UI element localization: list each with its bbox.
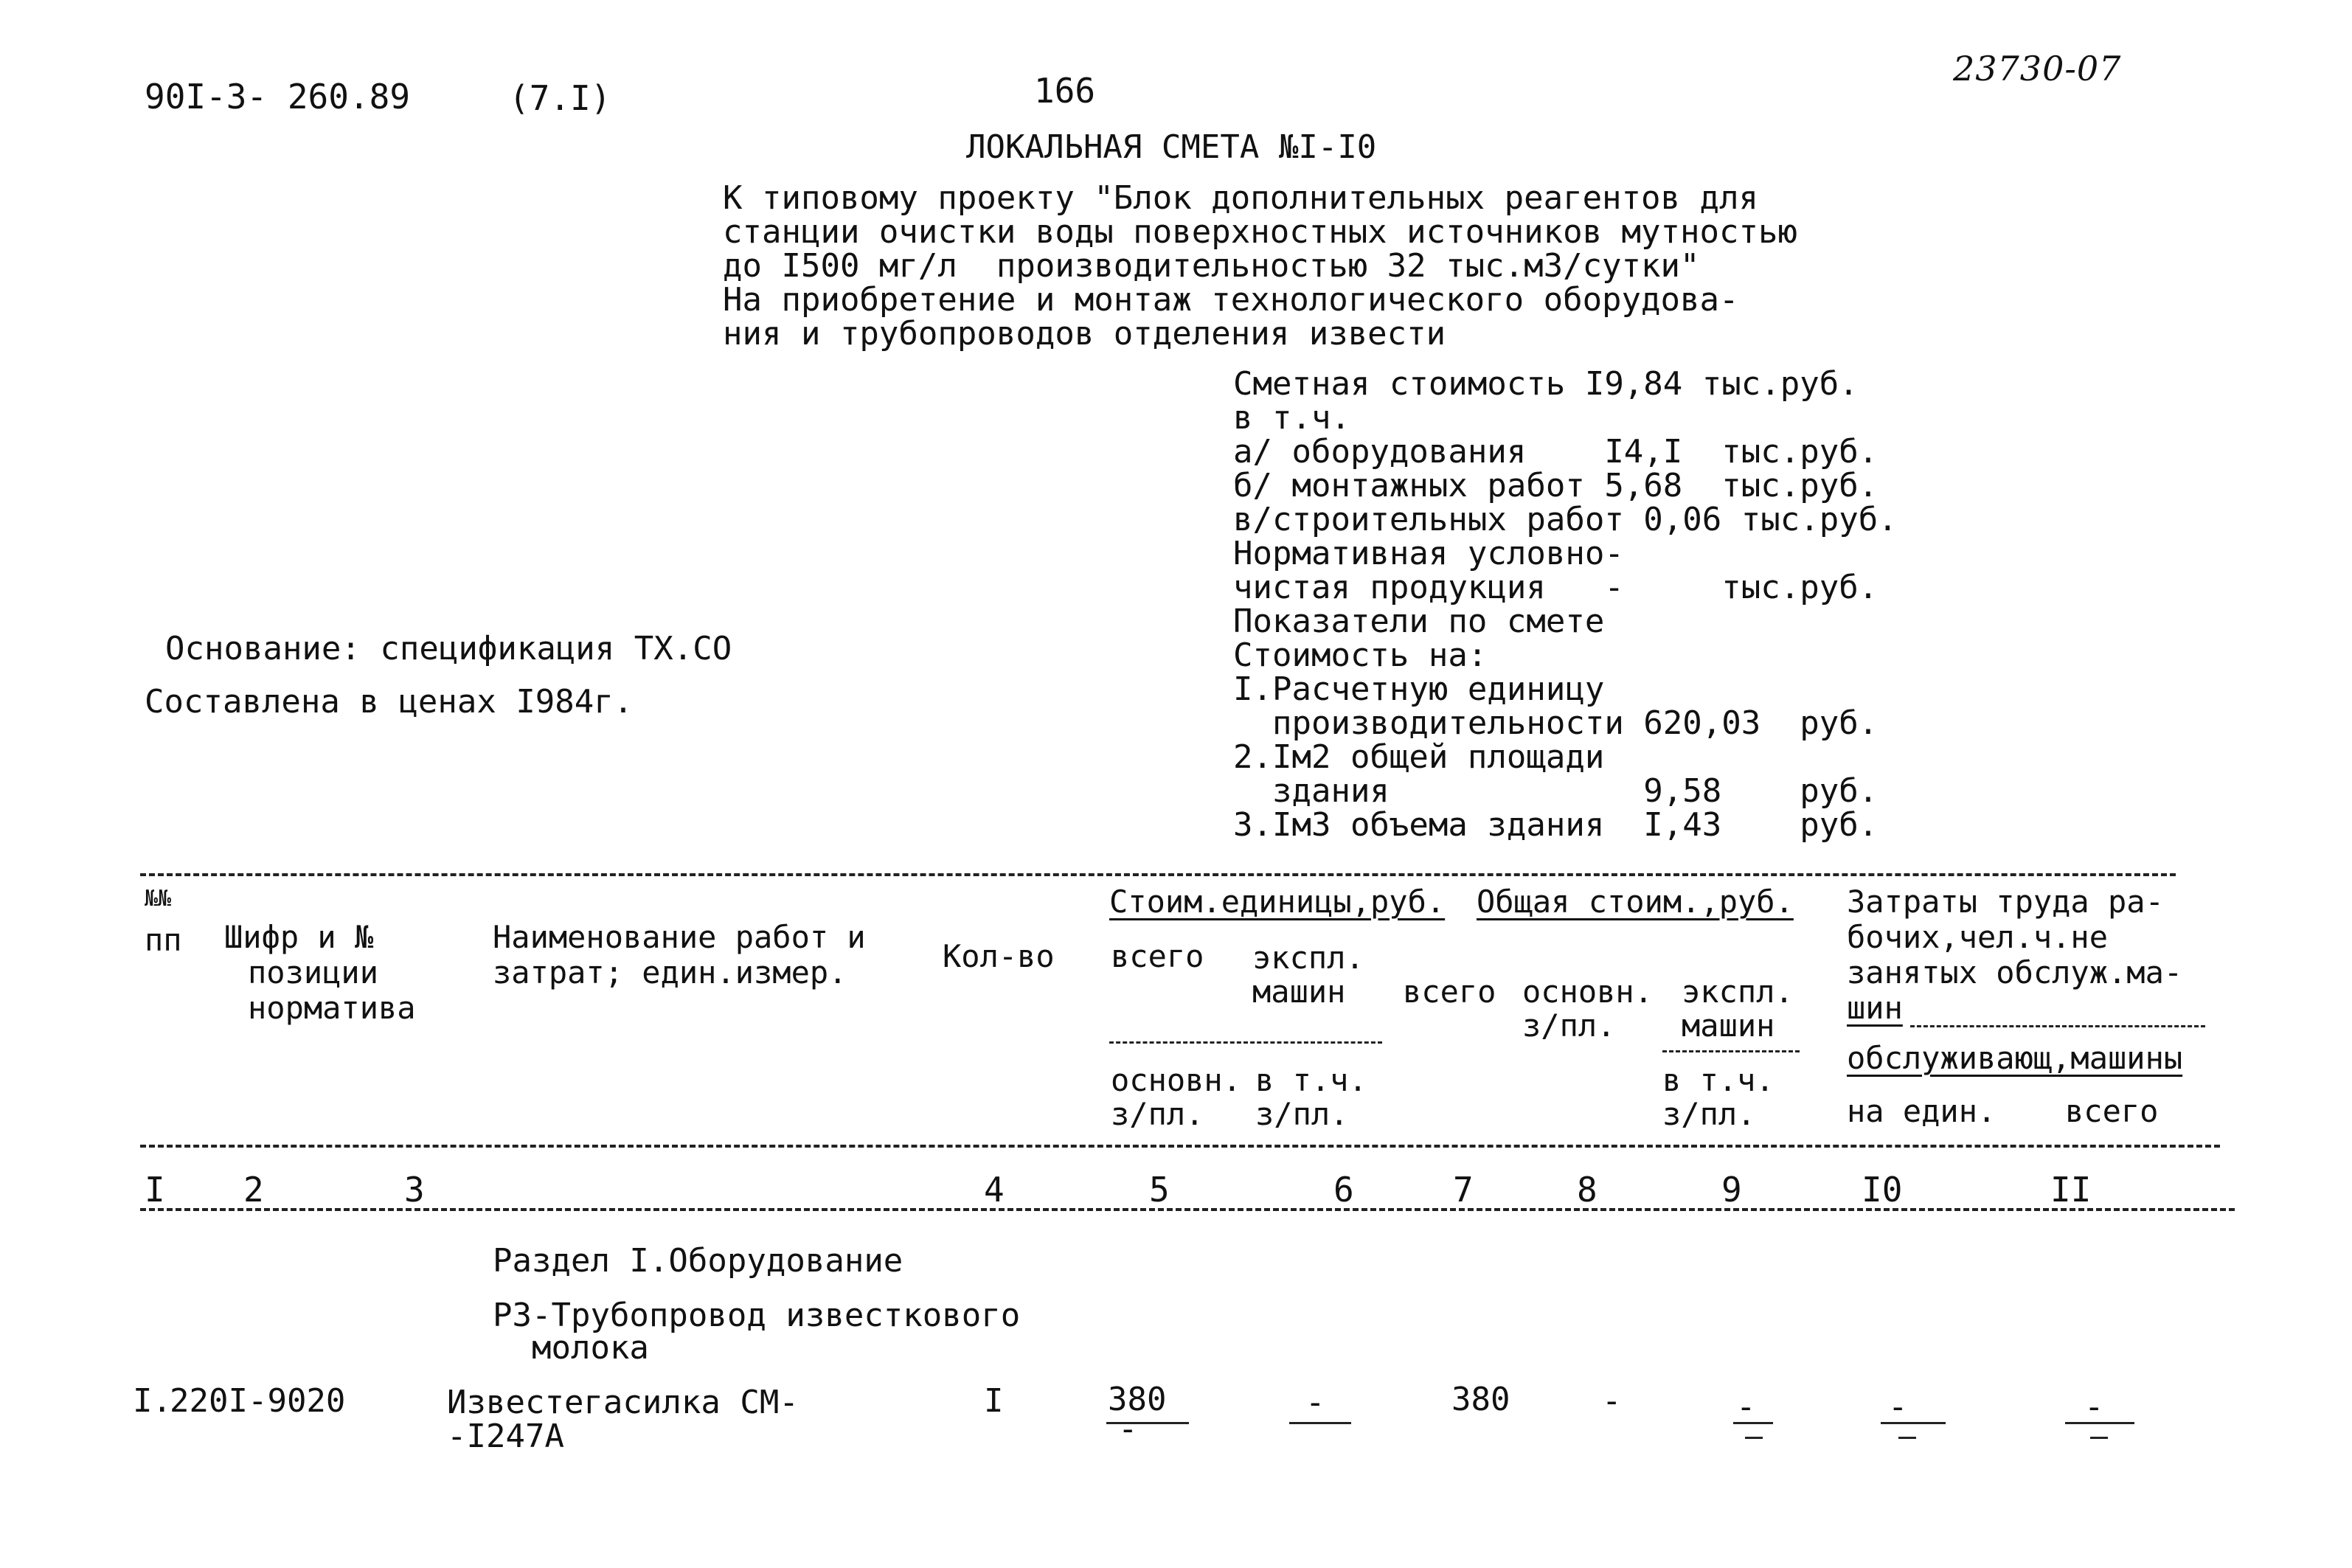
document-code: 90I-3- 260.89 [145, 77, 411, 117]
summary-line: Сметная стоимость I9,84 тыс.руб. [1233, 365, 1859, 403]
row-number: I. [133, 1382, 172, 1420]
row-qty: I [984, 1382, 1004, 1420]
col3-header-line: затрат; един.измер. [493, 954, 847, 991]
labor-sub-header: обслуживающ,машины [1847, 1040, 2183, 1076]
album-number: (7.I) [509, 78, 611, 118]
description-line: К типовому проекту "Блок дополнительных реагентов для [723, 179, 1758, 217]
summary-line: а/ оборудования I4,I тыс.руб. [1233, 433, 1879, 471]
summary-line: чистая продукция - тыс.руб. [1233, 569, 1879, 606]
column-number: 7 [1453, 1170, 1474, 1210]
subsection-title-line: РЗ-Трубопровод известкового [493, 1297, 1021, 1334]
col2-header-line: Шифр и № [224, 919, 374, 955]
row-name-line: Известегасилка СМ- [447, 1384, 799, 1421]
summary-line: производительности 620,03 руб. [1233, 704, 1879, 742]
unit-mach-underline [1289, 1422, 1351, 1424]
column-number: 6 [1333, 1170, 1354, 1210]
row-code: 220I-9020 [170, 1382, 346, 1420]
labor-sub-rule [1910, 1025, 2205, 1027]
c6-top-header-line: машин [1252, 974, 1346, 1010]
col1-header-line: пп [145, 922, 182, 958]
c5-bottom-header-line: основн. [1111, 1062, 1242, 1098]
col1-header-line: №№ [145, 886, 172, 912]
column-number: 8 [1577, 1170, 1598, 1210]
page-number: 166 [1034, 71, 1096, 111]
col2-header-line: позиции [248, 954, 379, 991]
unit-cost-group-header: Стоим.единицы,руб. [1109, 884, 1446, 920]
column-number: I [145, 1170, 165, 1210]
column-number: 5 [1149, 1170, 1170, 1210]
handwritten-stamp: 23730-07 [1953, 49, 2122, 89]
c9-bottom-header-line: з/пл. [1662, 1096, 1756, 1132]
dash-mark [1745, 1437, 1763, 1439]
c10-header: на един. [1847, 1093, 1997, 1129]
column-number-rule [140, 1208, 2235, 1211]
col2-header-line: норматива [248, 990, 416, 1026]
column-number: II [2050, 1170, 2092, 1210]
labor-header-line: шин [1847, 990, 1903, 1026]
summary-line: Нормативная условно- [1233, 535, 1624, 572]
c5-bottom-header-line: з/пл. [1111, 1096, 1204, 1132]
row-unit-mach: - [1305, 1384, 1325, 1421]
estimate-title: ЛОКАЛЬНАЯ СМЕТА №I-I0 [966, 128, 1377, 166]
row-labor-unit: - [1888, 1388, 1908, 1426]
column-number: I0 [1862, 1170, 1903, 1210]
row-labor-total: - [2084, 1388, 2104, 1426]
summary-line: здания 9,58 руб. [1233, 772, 1879, 810]
table-top-rule [140, 873, 2176, 876]
c9-top-header-line: машин [1682, 1007, 1775, 1044]
c8-header-line: основн. [1522, 974, 1654, 1010]
column-number: 4 [984, 1170, 1005, 1210]
labor-header-line: бочих,чел.ч.не [1847, 919, 2109, 955]
row-name-line: -I247А [447, 1418, 564, 1455]
dash-mark [2090, 1437, 2108, 1439]
unit-cost-sub-rule [1109, 1041, 1382, 1044]
summary-line: 2.Iм2 общей площади [1233, 738, 1605, 776]
c9-sub-rule [1662, 1050, 1800, 1052]
dash-mark [1898, 1437, 1916, 1439]
c7-header: всего [1403, 974, 1496, 1010]
prices-line: Составлена в ценах I984г. [145, 683, 634, 721]
labor-header-line: Затраты труда ра- [1847, 884, 2164, 920]
summary-line: в/строительных работ 0,06 тыс.руб. [1233, 501, 1898, 538]
c9-top-header-line: экспл. [1682, 974, 1794, 1010]
c5-top-header: всего [1111, 938, 1204, 974]
labor-unit-underline [1881, 1422, 1946, 1424]
c6-top-header-line: экспл. [1252, 940, 1364, 976]
row-unit-wage: - [1118, 1410, 1138, 1448]
basis-line: Основание: спецификация ТХ.СО [165, 630, 732, 667]
summary-line: б/ монтажных работ 5,68 тыс.руб. [1233, 467, 1879, 504]
summary-line: в т.ч. [1233, 399, 1350, 437]
c8-header-line: з/пл. [1522, 1007, 1616, 1044]
row-total-mach: - [1736, 1388, 1756, 1426]
summary-line: I.Расчетную единицу [1233, 670, 1605, 708]
row-unit-total: 380 [1108, 1381, 1167, 1418]
summary-line: Показатели по смете [1233, 603, 1605, 640]
cost-summary [1233, 367, 1898, 842]
c6-bottom-header-line: в т.ч. [1255, 1062, 1367, 1098]
summary-line: Стоимость на: [1233, 636, 1488, 674]
total-mach-underline [1733, 1422, 1773, 1424]
subsection-title-line: молока [493, 1329, 649, 1367]
summary-line: 3.Iм3 объема здания I,43 руб. [1233, 806, 1879, 844]
c11-header: всего [2065, 1093, 2159, 1129]
column-number: 2 [243, 1170, 264, 1210]
col4-header: Кол-во [943, 938, 1055, 974]
column-number: 9 [1721, 1170, 1742, 1210]
labor-total-underline [2065, 1422, 2134, 1424]
total-cost-group-header: Общая стоим.,руб. [1477, 884, 1794, 920]
row-total-wage: - [1602, 1382, 1622, 1420]
description-line: до I500 мг/л производительностью 32 тыс.м3/сутки" [723, 247, 1700, 285]
row-total: 380 [1451, 1381, 1510, 1418]
c6-bottom-header-line: з/пл. [1255, 1096, 1349, 1132]
section-title: Раздел I.Оборудование [493, 1242, 903, 1280]
c9-bottom-header-line: в т.ч. [1662, 1062, 1775, 1098]
table-header-rule [140, 1145, 2220, 1148]
project-description [723, 181, 1797, 351]
description-line: На приобретение и монтаж технологического оборудова- [723, 281, 1739, 319]
description-line: станции очистки воды поверхностных источников мутностью [723, 213, 1797, 251]
column-number: 3 [404, 1170, 425, 1210]
description-line: ния и трубопроводов отделения извести [723, 315, 1446, 353]
labor-header-line: занятых обслуж.ма- [1847, 954, 2183, 991]
col3-header-line: Наименование работ и [493, 919, 866, 955]
